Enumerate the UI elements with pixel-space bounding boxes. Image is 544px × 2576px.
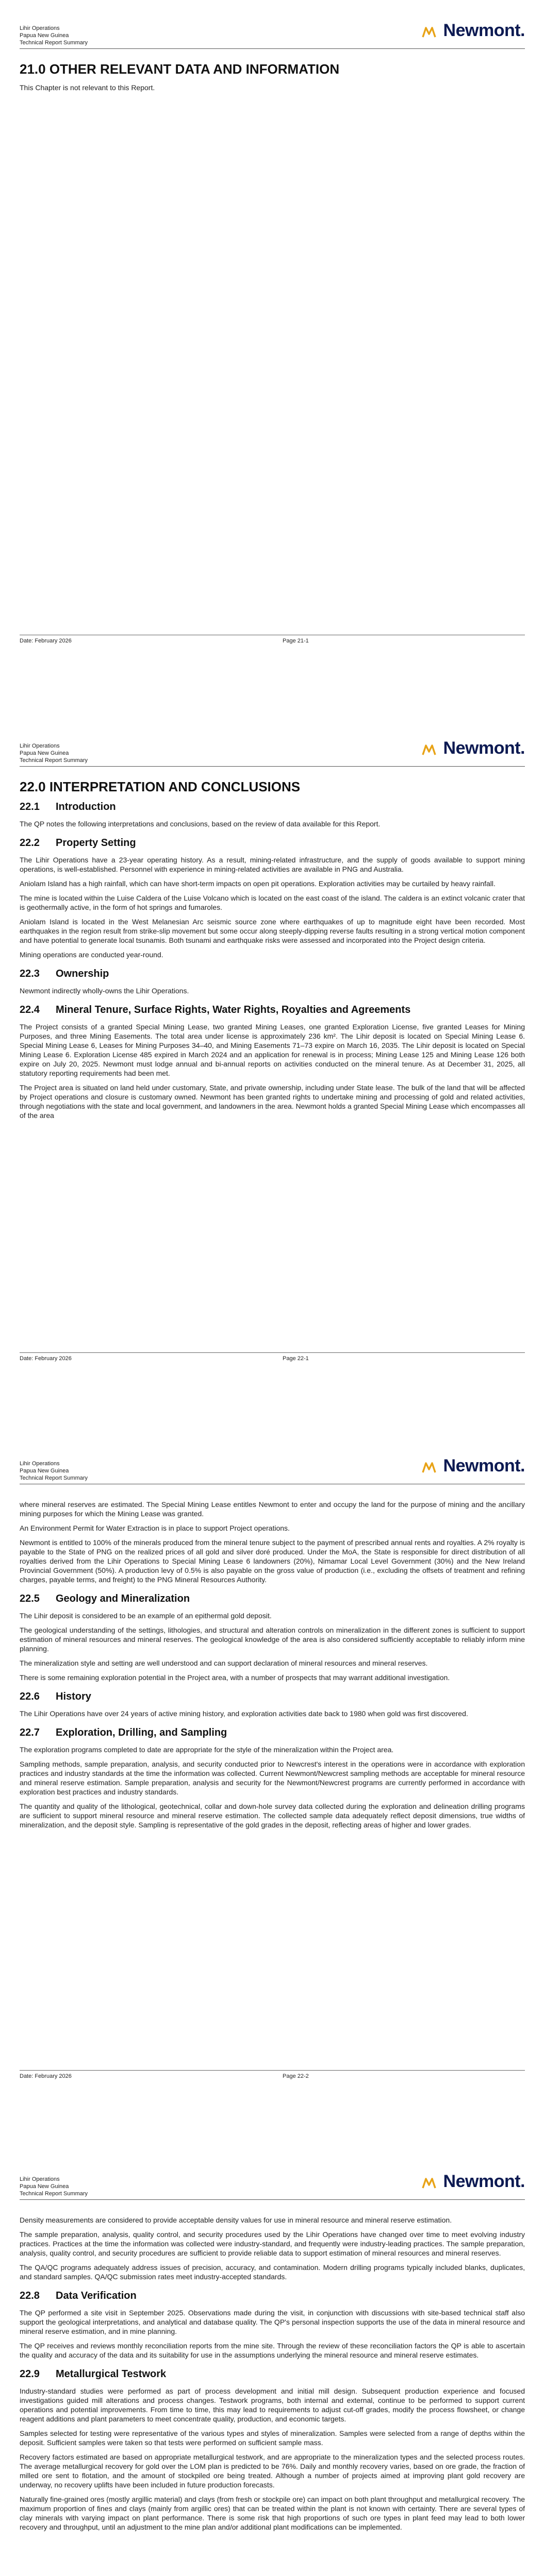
header-company: Lihir Operations — [20, 2176, 60, 2182]
page-header — [20, 0, 525, 52]
footer-page-number: Page 22-1 — [283, 1355, 309, 1362]
newmont-logo — [401, 2172, 525, 2192]
newmont-logo — [401, 21, 525, 41]
report-page — [0, 0, 544, 659]
header-divider — [20, 48, 525, 49]
section-number: 22.2 — [20, 837, 40, 849]
paragraph: The mineralization style and setting are well understood and can support declaration of mineral resources and mineral reserves. — [20, 1659, 428, 1667]
header-divider — [20, 2199, 525, 2200]
header-country: Papua New Guinea — [20, 2183, 69, 2190]
section-heading — [20, 968, 525, 980]
footer-date: Date: February 2026 — [20, 638, 72, 644]
footer-page-number: Page 21-1 — [283, 638, 309, 644]
paragraph: Naturally fine-grained ores (mostly argillic material) and clays (from fresh or stockpile ore) can impact on both plant throughput and metallurgical recovery. The maximum proportion of fines and clays (mainly from argillic ores) that can be treated within the plant is not known with certainty. There are several types of clay minerals with varying impact on plant performance. There is some risk that high proportions of such ore types in plant feed may lead to both lower recovery and throughput, until an adjustment to the mine plan and/or additional plant modifications can be implemented. — [20, 2495, 525, 2531]
header-doc-type: Technical Report Summary — [20, 757, 88, 764]
paragraph: The quantity and quality of the lithological, geotechnical, collar and down-hole survey data collected during the exploration and delineation drilling programs are sufficient to support mineral resource and mineral reserve estimation. The collected sample data adequately reflect deposit dimensions, true widths of mineralization, and the deposit style. Sampling is representative of the gold grades in the deposit, reflecting areas of higher and lower grades. — [20, 1802, 525, 1829]
page-body — [20, 779, 525, 1125]
header-company: Lihir Operations — [20, 1461, 60, 1467]
section-title: Data Verification — [56, 2290, 137, 2301]
page-header — [20, 718, 525, 769]
section-heading — [20, 1726, 525, 1739]
section-title: Metallurgical Testwork — [56, 2368, 167, 2380]
logo-mark-icon — [422, 2177, 436, 2189]
section-number: 22.8 — [20, 2290, 40, 2301]
section-heading — [20, 801, 525, 813]
paragraph: The QP notes the following interpretations and conclusions, based on the review of data available for this Report. — [20, 820, 381, 828]
footer-date: Date: February 2026 — [20, 1355, 72, 1362]
section-title: Property Setting — [56, 837, 136, 849]
paragraph: Newmont is entitled to 100% of the minerals produced from the mineral tenure subject to the payment of prescribed annual rents and royalties. A 2% royalty is payable to the State of PNG on the realized prices of all gold and silver doré produced. Under the MoA, the State is responsible for direct distribution of all royalties derived from the Lihir Operations to Special Mining Lease 6 landowners (20%), Nimamar Local Level Government (30%) and the New Ireland Provincial Government (50%). A production levy of 0.5% is also payable on the gross value of production (i.e., excluding the offsets of treatment and refining charges, payable terms, and freight) to the PNG Mineral Resources Authority. — [20, 1538, 525, 1584]
section-number: 22.3 — [20, 968, 40, 979]
paragraph: Mining operations are conducted year-round. — [20, 951, 163, 959]
section-heading — [20, 1592, 525, 1605]
logo-mark-icon — [422, 26, 436, 38]
paragraph: The QP performed a site visit in September 2025. Observations made during the visit, in conjunction with discussions with site-based technical staff also support the geological interpretations, and analytical and database quality. The QP's personal inspection supports the use of the data in mineral resource and mineral reserve estimation, and in mine planning. — [20, 2309, 525, 2335]
section-number: 22.1 — [20, 801, 40, 812]
section-title: Introduction — [56, 801, 116, 812]
header-doc-type: Technical Report Summary — [20, 1475, 88, 1481]
page-footer — [20, 2070, 525, 2086]
paragraph: There is some remaining exploration potential in the Project area, with a number of prospects that may warrant additional investigation. — [20, 1673, 450, 1682]
paragraph: This Chapter is not relevant to this Report. — [20, 83, 155, 92]
section-heading — [20, 1690, 525, 1703]
chapter-title: 21.0 OTHER RELEVANT DATA AND INFORMATION — [20, 61, 340, 77]
paragraph: The Project area is situated on land held under customary, State, and private ownership, including under State lease. The bulk of the land that will be affected by Project operations and closure is customary owned. Newmont has been granted rights to undertake mining and processing of gold and related activities, through negotiations with the state and local government, and landowners in the area. Newmont holds a granted Special Mining Lease which encompasses all of the area — [20, 1083, 525, 1120]
header-country: Papua New Guinea — [20, 750, 69, 756]
header-divider — [20, 766, 525, 767]
report-page — [0, 718, 544, 1377]
section-heading — [20, 1004, 525, 1016]
section-heading — [20, 2368, 525, 2380]
page-header — [20, 1435, 525, 1487]
header-doc-type: Technical Report Summary — [20, 40, 88, 46]
page-footer — [20, 1352, 525, 1368]
section-title: Ownership — [56, 968, 109, 979]
header-country: Papua New Guinea — [20, 32, 69, 39]
section-number: 22.5 — [20, 1593, 40, 1604]
page-header — [20, 2151, 525, 2202]
footer-divider — [20, 1352, 525, 1353]
paragraph: Recovery factors estimated are based on appropriate metallurgical testwork, and are appropriate to the mineralization types and the selected process routes. The average metallurgical recovery for gold over the LOM plan is predicted to be 76%. Daily and monthly recovery varies, based on ore grade, the fraction of milled ore sent to flotation, and the amount of stockpiled ore being treated. Although a number of projects aimed at improving plant gold recovery are underway, no recovery uplifts have been included in future production forecasts. — [20, 2453, 525, 2489]
header-text — [20, 2176, 88, 2197]
page-body — [20, 1500, 525, 1835]
footer-date: Date: February 2026 — [20, 2073, 72, 2079]
section-number: 22.7 — [20, 1727, 40, 1738]
paragraph: Samples selected for testing were representative of the various types and styles of mineralization. Samples were selected from a range of depths within the deposit. Sufficient samples were taken so that tests were performed on sufficient sample mass. — [20, 2429, 525, 2447]
report-page — [0, 1435, 544, 2095]
page-body — [20, 2215, 525, 2537]
paragraph: Aniolam Island has a high rainfall, which can have short-term impacts on open pit operations. Exploration activities may be curtailed by heavy rainfall. — [20, 879, 496, 888]
logo-mark-icon — [422, 743, 436, 756]
logo-mark-icon — [422, 1461, 436, 1473]
section-title: Mineral Tenure, Surface Rights, Water Rights, Royalties and Agreements — [56, 1004, 411, 1015]
page-body — [20, 61, 525, 97]
logo-wordmark: Newmont. — [443, 21, 525, 40]
logo-wordmark: Newmont. — [443, 1456, 525, 1476]
chapter-title: 22.0 INTERPRETATION AND CONCLUSIONS — [20, 779, 301, 794]
paragraph: Aniolam Island is located in the West Melanesian Arc seismic source zone where earthquakes of up to magnitude eight have been recorded. Most earthquakes in the region result from strike-slip movement but some occur along steeply-dipping reverse faults resulting in a strong vertical motion component and have potential to generate local tsunamis. Both tsunami and earthquake risks were assessed and incorporated into the Project design criteria. — [20, 918, 525, 944]
paragraph: The QA/QC programs adequately address issues of precision, accuracy, and contamination. Modern drilling programs typically included blanks, duplicates, and standard samples. QA/QC submission rates meet industry-accepted standards. — [20, 2263, 525, 2281]
paragraph: The Lihir Operations have over 24 years of active mining history, and exploration activities date back to 1980 when gold was first discovered. — [20, 1709, 468, 1718]
page-footer — [20, 635, 525, 650]
header-country: Papua New Guinea — [20, 1468, 69, 1474]
newmont-logo — [401, 1456, 525, 1477]
paragraph: Sampling methods, sample preparation, analysis, and security conducted prior to Newcrest's interest in the operations were in accordance with exploration practices and industry standards at the time the information was collected. Current Newmont/Newcrest sampling methods are acceptable for mineral resource and mineral reserve estimation. Sample preparation, analysis and security for the Newmont/Newcrest programs are currently performed in accordance with exploration best practices and industry standards. — [20, 1760, 525, 1796]
footer-page-number: Page 22-2 — [283, 2073, 309, 2079]
section-title: Exploration, Drilling, and Sampling — [56, 1727, 227, 1738]
section-heading — [20, 2290, 525, 2302]
logo-wordmark: Newmont. — [443, 2172, 525, 2191]
paragraph: The Lihir deposit is considered to be an example of an epithermal gold deposit. — [20, 1612, 272, 1620]
paragraph: The Lihir Operations have a 23-year operating history. As a result, mining-related infrastructure, and the supply of goods available to support mining operations, is well-established. Personnel with experience in mining-related activities are available in PNG and Australia. — [20, 856, 525, 873]
section-number: 22.6 — [20, 1691, 40, 1702]
paragraph: Density measurements are considered to provide acceptable density values for use in mineral resource and mineral reserve estimation. — [20, 2216, 452, 2224]
report-page — [0, 2151, 544, 2576]
section-number: 22.4 — [20, 1004, 40, 1015]
paragraph: Industry-standard studies were performed as part of process development and initial mill design. Subsequent production experience and focused investigations guided mill alterations and process changes. Testwork programs, both internal and external, continue to be performed to support current operations and potential improvements. From time to time, this may lead to requirements to adjust cut-off grades, modify the process flowsheet, or change reagent additions and plant parameters to meet concentrate quality, production, and economic targets. — [20, 2387, 525, 2423]
paragraph: The exploration programs completed to date are appropriate for the style of the mineralization within the Project area. — [20, 1745, 394, 1754]
header-text — [20, 25, 88, 46]
paragraph: where mineral reserves are estimated. The Special Mining Lease entitles Newmont to enter and occupy the land for the purpose of mining and the ancillary mining purposes for which the Mining Lease was granted. — [20, 1500, 525, 1518]
header-company: Lihir Operations — [20, 25, 60, 31]
logo-wordmark: Newmont. — [443, 738, 525, 758]
section-title: History — [56, 1691, 91, 1702]
footer-divider — [20, 2070, 525, 2071]
paragraph: Newmont indirectly wholly-owns the Lihir Operations. — [20, 987, 189, 995]
section-heading — [20, 837, 525, 849]
paragraph: The sample preparation, analysis, quality control, and security procedures used by the Lihir Operations have changed over time to meet evolving industry practices. Practices at the time the information was collected were industry-standard, and frequently were industry-leading practices. The sample preparation, analysis, quality control, and security procedures are sufficient to provide reliable data to support estimation of mineral resources and mineral reserves. — [20, 2230, 525, 2257]
header-text — [20, 742, 88, 764]
section-number: 22.9 — [20, 2368, 40, 2380]
header-doc-type: Technical Report Summary — [20, 2191, 88, 2197]
paragraph: The mine is located within the Luise Caldera of the Luise Volcano which is located on the east coast of the island. The caldera is an extinct volcanic crater that is geothermally active, in the form of hot springs and fumaroles. — [20, 894, 525, 911]
header-text — [20, 1460, 88, 1482]
paragraph: The QP receives and reviews monthly reconciliation reports from the mine site. Through the review of these reconciliation factors the QP is able to ascertain the quality and accuracy of the data and its suitability for use in the assumptions underlying the mineral resource and mineral reserve estimates. — [20, 2342, 525, 2359]
paragraph: An Environment Permit for Water Extraction is in place to support Project operations. — [20, 1524, 290, 1532]
paragraph: The geological understanding of the settings, lithologies, and structural and alteration controls on mineralization in the different zones is sufficient to support estimation of mineral resources and mineral reserves. The geological knowledge of the area is also considered sufficiently acceptable to reliably inform mine planning. — [20, 1626, 525, 1653]
header-company: Lihir Operations — [20, 743, 60, 749]
newmont-logo — [401, 738, 525, 759]
paragraph: The Project consists of a granted Special Mining Lease, two granted Mining Leases, one granted Exploration License, five granted Leases for Mining Purposes, and three Mining Easements. The total area under license is approximately 236 km². The Lihir deposit is located on Special Mining Lease 6. Special Mining Lease 6, Leases for Mining Purposes 34–40, and Mining Easements 71–73 expire on March 16, 2035. The Lihir deposit is located on Special Mining Lease 6. Exploration License 485 expired in March 2024 and an application for renewal is in process; Mining Lease 125 and Mining Lease 126 both expire on July 20, 2025. Newmont must lodge annual and bi-annual reports on activities conducted on the mineral tenure. As at December 31, 2025, all statutory reporting requirements had been met. — [20, 1023, 525, 1077]
section-title: Geology and Mineralization — [56, 1593, 190, 1604]
